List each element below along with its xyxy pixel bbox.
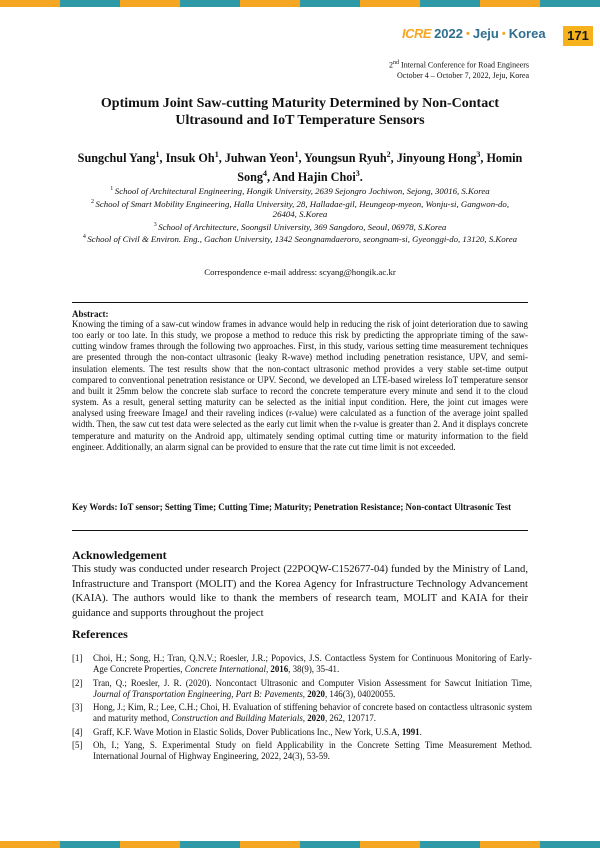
author-name: Insuk Oh — [165, 151, 215, 166]
references-heading: References — [72, 627, 128, 641]
author-list: Sungchul Yang$^1$, Insuk Oh$^1$, Juhwan Yeon$^1$, Youngsun Ryuh$^2$, Jinyoung Hong$^3$, Homin Song$^4$, And Hajin Choi$^3$. — [77, 150, 523, 185]
reference-number: [1] — [72, 653, 83, 663]
author-name: Jinyoung Hong — [396, 151, 477, 166]
stripe-segment — [540, 841, 600, 848]
author-name: Sungchul Yang — [77, 151, 156, 166]
stripe-segment — [240, 0, 300, 7]
stripe-segment — [180, 841, 240, 848]
affiliation-item — [80, 220, 520, 233]
reference-text: Oh, I.; Yang, S. Experimental Study on field Applicability in the Concrete Setting Time Measurement Method. International Journal of Highway Engineering, 2022, 24(3), 53-59. — [93, 740, 532, 762]
bottom-color-stripe — [0, 841, 600, 848]
stripe-segment — [420, 0, 480, 7]
conference-ordinal: 2 — [389, 60, 394, 70]
affiliation-text: School of Smart Mobility Engineering, Halla University, 28, Halladae-gil, Heungeop-myeon, Wonju-si, Gangwon-do, 26404, S.Korea — [95, 198, 510, 220]
stripe-segment — [0, 0, 60, 7]
paper-title — [72, 95, 528, 129]
conference-logo — [402, 26, 546, 41]
affiliation-text: School of Architectural Engineering, Hongik University, 2639 Sejongro Jochiwon, Sejong, 30016, S.Korea — [114, 185, 490, 196]
stripe-segment — [420, 841, 480, 848]
conference-line-1 — [389, 58, 529, 71]
affiliation-marker: 2 — [90, 198, 96, 205]
stripe-segment — [360, 841, 420, 848]
affiliation-text: School of Civil & Environ. Eng., Gachon University, 1342 Seongnamdaeroro, seongnam-si, Gyeonggi-do, 13120, S.Korea — [87, 234, 518, 245]
affiliation-marker: 1 — [110, 186, 115, 192]
author-affiliation-marker: 2 — [386, 150, 391, 159]
logo-year: 2022 — [434, 26, 463, 41]
stripe-segment — [60, 0, 120, 7]
affiliation-item — [80, 232, 520, 245]
reference-list — [72, 653, 532, 765]
stripe-segment — [240, 841, 300, 848]
author-name: Homin Song — [237, 151, 523, 185]
affiliation-marker: 4 — [82, 234, 88, 241]
conference-ordinal-suffix: nd — [393, 60, 400, 66]
author-affiliation-marker: 1 — [214, 150, 219, 159]
top-color-stripe — [0, 0, 600, 7]
author-name: Youngsun Ryuh — [304, 151, 387, 166]
author-affiliation-marker: 3 — [476, 150, 481, 159]
acknowledgement-heading: Acknowledgement — [72, 548, 167, 562]
stripe-segment — [480, 841, 540, 848]
affiliation-item — [80, 184, 520, 197]
stripe-segment — [300, 841, 360, 848]
author-name: And Hajin Choi — [272, 170, 356, 185]
icre-logo-mark: ICRE — [402, 26, 432, 41]
conference-name: Internal Conference for Road Engineers — [399, 60, 529, 70]
reference-number: [5] — [72, 740, 83, 751]
logo-dot-2: • — [501, 27, 506, 40]
author-affiliation-marker: 1 — [155, 150, 160, 159]
reference-number: [3] — [72, 702, 83, 713]
stripe-segment — [180, 0, 240, 7]
acknowledgement-body: This study was conducted under research Project (22POQW-C152677-04) funded by the Ministry of Land, Infrastructure and Transport (MOLIT) and the Korea Agency for Infrastructure Technology Advancement (KAIA). The authors would like to thank the members of research team, MOLIT and KAIA for their guidance and supports throughout the project — [72, 564, 528, 619]
author-name: Juhwan Yeon — [224, 151, 295, 166]
title-line-2: Ultrasound and IoT Temperature Sensors — [175, 113, 425, 128]
affiliation-text: School of Architecture, Soongsil University, 369 Sangdoro, Seoul, 06978, S.Korea — [158, 221, 447, 232]
stripe-segment — [60, 841, 120, 848]
reference-number: [4] — [72, 726, 83, 737]
author-affiliation-marker: 3 — [355, 169, 360, 179]
stripe-segment — [0, 841, 60, 848]
affiliation-item — [80, 197, 520, 220]
affiliation-marker: 3 — [153, 221, 159, 228]
author-affiliation-marker: 1 — [294, 150, 299, 159]
page-number: 171 — [563, 26, 593, 46]
stripe-segment — [480, 0, 540, 7]
reference-text: Graff, K.F. Wave Motion in Elastic Solids, Dover Publications Inc., New York, U.S.A, 1991. — [93, 726, 422, 737]
logo-dot-1: • — [465, 27, 470, 40]
keywords: Key Words: IoT sensor; Setting Time; Cutting Time; Maturity; Penetration Resistance; Non-contact Ultrasonic Test — [72, 502, 512, 512]
correspondence-email: Correspondence e-mail address: scyang@hongik.ac.kr — [204, 267, 396, 277]
reference-text: Hong, J.; Kim, R.; Lee, C.H.; Choi, H. Evaluation of stiffening behavior of concrete based on contactless ultrasonic system and maturity method, Construction and Building Materials, 2020, 262, 120717. — [93, 702, 532, 724]
reference-item — [72, 727, 532, 738]
stripe-segment — [360, 0, 420, 7]
reference-text: Tran, Q.; Roesler, J. R. (2020). Noncontact Ultrasonic and Computer Vision Assessment for Sawcut Initiation Time, Journal of Transportation Engineering, Part B: Pavements, 2020, 146(3), 04020055. — [93, 677, 532, 699]
author-affiliation-marker: 4 — [262, 169, 267, 179]
abstract-top-rule — [72, 302, 528, 303]
title-line-1: Optimum Joint Saw-cutting Maturity Determined by Non-Contact — [100, 96, 500, 111]
stripe-segment — [120, 841, 180, 848]
stripe-segment — [120, 0, 180, 7]
abstract-body: Knowing the timing of a saw-cut window frames in advance would help in reducing the risk of joint deterioration due to sawing too early or too late. In this study, we propose a method to reduce this risk by predicting the appropriate timing of the saw-cutting window frames through the following two approaches. First, in this study, various setting time measurement techniques are presented through the non-contact ultrasonic (leaky R-wave) method including penetration resistance, UPV, and semi-insulation elements. The test results show that the non-contact ultrasonic method provides a very stable set-time output compared to conventional penetration resistance or UPV. Second, we developed an LTE-based wireless IoT temperature sensor and built it 25mm below the concrete slab surface to record the concrete temperature every minute and send it to the cloud system. As a result, general setting maturity can be selected as the initial input condition. Here, the joint cut images were analysed using freeware ImageJ and their raveling indices (r-value) were calculated as a function of the average joint spalled width. Then, the saw cut test data were selected as the early cut limit when the r-value is greater than 2. And it displays concrete temperature and maturity on the Android app, ultimately sending optimal cutting time or maturity information to the field engineer. Additionally, an alarm signal can be provided to ensure that the rate cut time limit is not exceeded. — [72, 319, 528, 452]
logo-city: Jeju — [472, 26, 499, 41]
abstract-bottom-rule — [72, 530, 528, 531]
stripe-segment — [300, 0, 360, 7]
logo-country: Korea — [508, 26, 546, 41]
reference-item — [72, 678, 532, 700]
conference-line-2: October 4 – October 7, 2022, Jeju, Korea — [397, 70, 529, 80]
reference-text: Choi, H.; Song, H.; Tran, Q.N.V.; Roesler, J.R.; Popovics, J.S. Contactless System for Continuous Monitoring of Early-Age Concrete Properties, Concrete International, 2016, 38(9), 35-41. — [93, 653, 532, 675]
reference-number: [2] — [72, 677, 83, 688]
conference-info — [389, 58, 529, 81]
reference-item — [72, 740, 532, 762]
stripe-segment — [540, 0, 600, 7]
abstract-heading: Abstract: — [72, 309, 109, 319]
reference-item — [72, 653, 532, 675]
affiliation-list — [80, 184, 520, 245]
reference-item — [72, 702, 532, 724]
